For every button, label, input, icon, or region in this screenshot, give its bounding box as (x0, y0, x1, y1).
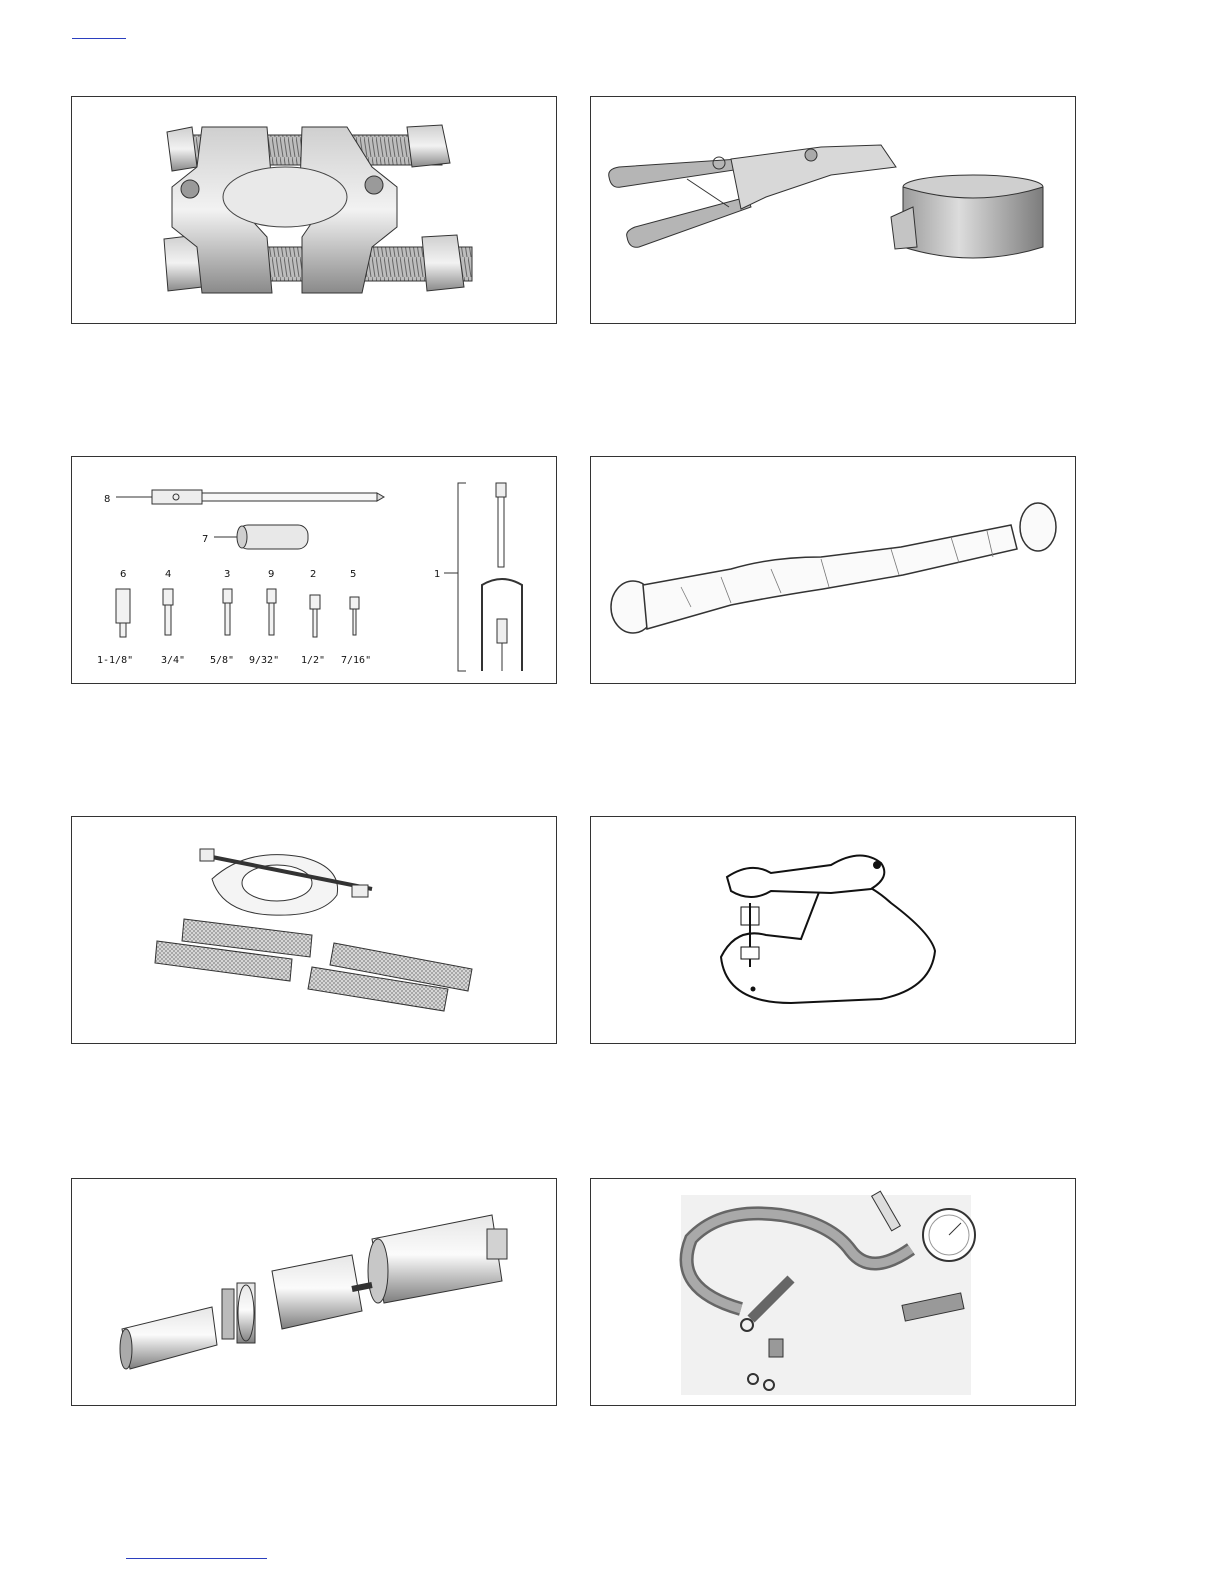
callout-8: 8 (104, 494, 111, 505)
size-label-5: 1/2" (301, 655, 326, 666)
size-label-4: 9/32" (249, 655, 280, 666)
callout-4: 4 (165, 569, 172, 580)
size-label-1: 1-1/8" (97, 655, 134, 666)
footer-link[interactable] (126, 1548, 267, 1559)
header-link[interactable] (72, 24, 126, 39)
size-label-3: 5/8" (210, 655, 235, 666)
tool-frame-piston-ring-compressor (590, 96, 1076, 324)
callout-7: 7 (202, 534, 209, 545)
pressure-gauge-kit-illustration (591, 1179, 1076, 1406)
tool-frame-valve-lapping-stick (590, 456, 1076, 684)
size-label-6: 7/16" (341, 655, 372, 666)
tool-frame-valve-spring-compressor (590, 816, 1076, 1044)
tool-frame-valve-guide-set (71, 456, 557, 684)
piston-ring-compressor-illustration (591, 97, 1076, 324)
tool-frame-bearing-puller-set (71, 816, 557, 1044)
bearing-puller-set-illustration (72, 817, 557, 1044)
bearing-separator-illustration (72, 97, 557, 324)
tool-frame-bearing-installer (71, 1178, 557, 1406)
valve-spring-compressor-illustration (591, 817, 1076, 1044)
callout-5: 5 (350, 569, 357, 580)
callout-9: 9 (268, 569, 275, 580)
callout-2: 2 (310, 569, 317, 580)
callout-3: 3 (224, 569, 231, 580)
callout-1: 1 (434, 569, 441, 580)
callout-6: 6 (120, 569, 127, 580)
bearing-installer-illustration (72, 1179, 557, 1406)
tool-frame-bearing-separator (71, 96, 557, 324)
valve-lapping-stick-illustration (591, 457, 1076, 684)
tool-frame-pressure-gauge-kit (590, 1178, 1076, 1406)
valve-guide-set-illustration (72, 457, 557, 684)
size-label-2: 3/4" (161, 655, 186, 666)
